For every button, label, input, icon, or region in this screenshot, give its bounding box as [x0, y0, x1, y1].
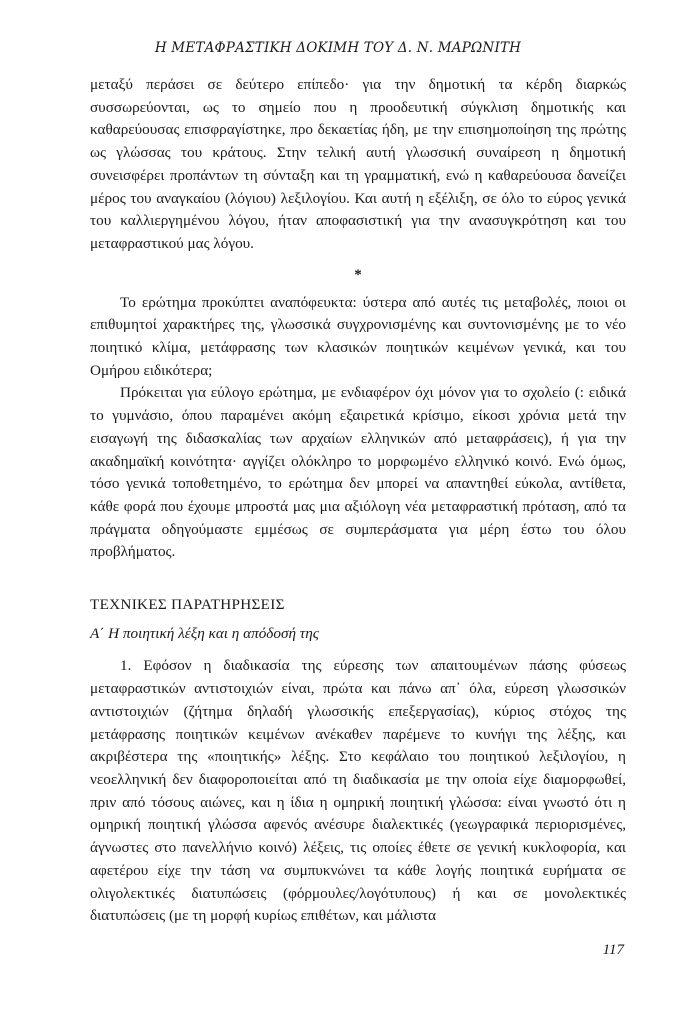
spacer [90, 564, 626, 594]
paragraph-discussion: Πρόκειται για εύλογο ερώτημα, με ενδιαφέρον όχι μόνον για το σχολείο (: ειδικά το γυμνάσιο, όπου παραμένει ακόμη εξαιρετικά κρίσιμο, είκοσι χρόνια μετά την εισαγωγή της διδασκαλίας των αρχαίων ελληνικών από μεταφράσεις), ή για την ακαδημαϊκή κοινότητα· αγγίζει ολόκληρο το μορφωμένο ελληνικό κοινό. Ενώ όμως, τόσο γενικά τοποθετημένο, το ερώτημα δεν μπορεί να απαντηθεί εύκολα, αντίθετα, κάθε φορά που έχουμε μπροστά μας μια αξιόλογη νέα μεταφραστική πρόταση, από τα πράγματα οδηγούμαστε εμμέσως σε συμπεράσματα για μέρη έστω του όλου προβλήματος. [90, 384, 626, 561]
paragraph-question: Το ερώτημα προκύπτει αναπόφευκτα: ύστερα από αυτές τις μεταβολές, ποιοι οι επιθυμητοί χαρακτήρες της, γλωσσικά συγχρονισμένης και συντονισμένης με το νέο ποιητικό κλίμα, μετάφρασης των κλασικών ποιητικών κειμένων γενικά, και του Ομήρου ειδικότερα; [90, 293, 626, 379]
running-head: Η ΜΕΤΑΦΡΑΣΤΙΚΗ ΔΟΚΙΜΗ ΤΟΥ Δ. Ν. ΜΑΡΩΝΙΤΗ [154, 40, 522, 56]
body-text [90, 74, 626, 928]
section-heading: ΤΕΧΝΙΚΕΣ ΠΑΡΑΤΗΡΗΣΕΙΣ [90, 596, 285, 614]
paragraph-continuation: μεταξύ περάσει σε δεύτερο επίπεδο· για την δημοτική τα κέρδη διαρκώς συσσωρεύονται, ως το σημείο που η προοδευτική σύγκλιση δημοτικής και καθαρεύουσας επισφραγίστηκε, προ δεκαετίας ήδη, με την επισημοποίηση της πρώτης ως γλώσσας του κράτους. Στην τελική αυτή γλωσσική συναίρεση η δημοτική συνεισφέρει προπάντων τη σύνταξη και τη γραμματική, ενώ η καθαρεύουσα δανείζει μέρος του αναγκαίου (λόγιου) λεξιλογίου. Και αυτή η εξέλιξη, σε όλο το εύρος γενικά του καλλιεργημένου λόγου, ήταν αποφασιστική για την ανασυγκρότηση και του μεταφραστικού μας λόγου. [90, 76, 626, 252]
paragraph-numbered-1: 1. Εφόσον η διαδικασία της εύρεσης των απαιτουμένων πάσης φύσεως μεταφραστικών αντιστοιχιών είναι, πρώτα και πάνω απ᾽ όλα, εύρεση γλωσσικών αντιστοιχιών (ζήτημα δηλαδή γλωσσικής επεξεργασίας), κύριος στόχος της μετάφρασης ποιητικών κειμένων ανέκαθεν παρέμενε το κυνήγι της λέξης, και ακριβέστερα της «ποιητικής» λέξης. Στο κεφάλαιο του ποιητικού λεξιλογίου, η νεοελληνική δεν διαφοροποιείται από τη διαδικασία με την οποία είχε διαμορφωθεί, πριν από τόσους αιώνες, και η ίδια η ομηρική ποιητική γλώσσα: είναι γνωστό ότι η ομηρική ποιητική γλώσσα αφενός ανέσυρε διαλεκτικές (γεωγραφικά περιορισμένες, άγνωστες στο πανελλήνιο κοινό) λέξεις, τις οποίες έθετε σε γενική κυκλοφορία, και αφετέρου είχε την τάση να συμπυκνώνει τα κάθε λογής ποιητικά ευρήματα σε ολιγολεκτικές διατυπώσεις (φόρμουλες/λογότυπους) ή και σε μονολεκτικές διατυπώσεις (με τη μορφή κυρίως επιθέτων, και μάλιστα [90, 657, 626, 925]
section-break-asterisk: * [354, 266, 362, 283]
subsection-heading: Α΄ Η ποιητική λέξη και η απόδοσή της [90, 624, 319, 642]
page-number: 117 [602, 942, 624, 958]
